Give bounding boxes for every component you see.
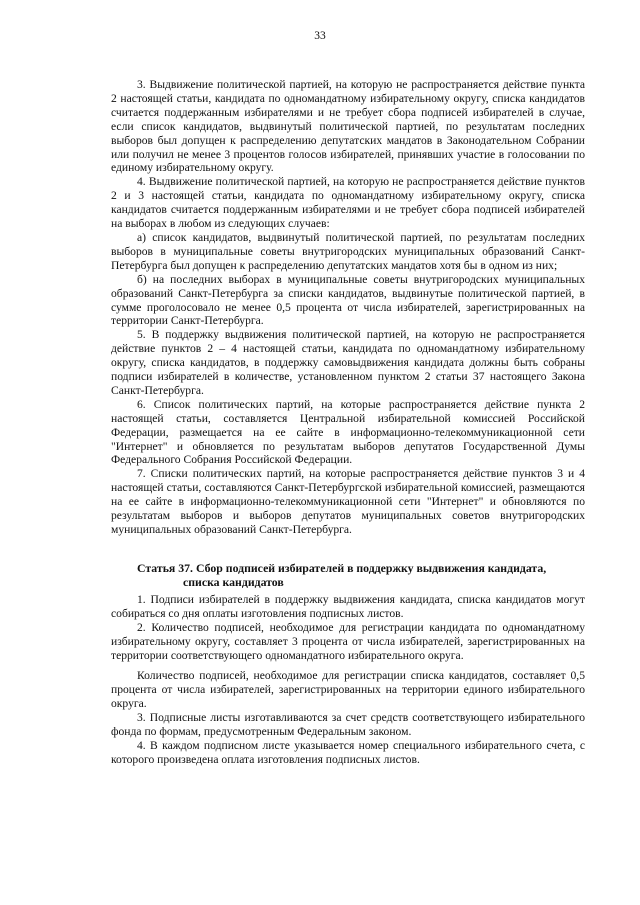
paragraph-point-5: 5. В поддержку выдвижения политической партией, на которую не распространяется действие пунктов 2 – 4 настоящей статьи, кандидата по одномандатному избирательному округу, списка кандидатов, в поддержку самовыдвижения кандидата должны быть собраны подписи избирателей в количестве, установленном пунктом 2 статьи 37 настоящего Закона Санкт-Петербурга.	[111, 328, 585, 397]
article-paragraph-1: 1. Подписи избирателей в поддержку выдвижения кандидата, списка кандидатов могут собираться со дня оплаты изготовления подписных листов.	[111, 592, 585, 620]
paragraph-point-3: 3. Выдвижение политической партией, на которую не распространяется действие пункта 2 настоящей статьи, кандидата по одномандатному избирательному округу, списка кандидатов считается поддержанным избирателями и не требует сбора подписей избирателей в случае, если список кандидатов, выдвинутый политической партией, по результатам последних выборов был допущен к распределению депутатских мандатов в Законодательном Собрании или получил не менее 3 процентов голосов избирателей, принявших участие в голосовании по единому избирательному округу.	[111, 78, 585, 175]
paragraph-subpoint-a: а) список кандидатов, выдвинутый политической партией, по результатам последних выборов в муниципальные советы внутригородских муниципальных образований Санкт-Петербурга был допущен к распределению депутатских мандатов хотя бы в одном из них;	[111, 230, 585, 272]
article-paragraph-4: 4. В каждом подписном листе указывается номер специального избирательного счета, с которого произведена оплата изготовления подписных листов.	[111, 738, 585, 766]
paragraph-gap	[111, 662, 585, 669]
article-paragraph-2: 2. Количество подписей, необходимое для регистрации кандидата по одномандатному избирательному округу, составляет 3 процента от числа избирателей, зарегистрированных на территории соответствующего одномандатного избирательного округа.	[111, 620, 585, 662]
article-heading-line-2: списка кандидатов	[183, 574, 284, 589]
paragraph-point-4: 4. Выдвижение политической партией, на которую не распространяется действие пунктов 2 и 3 настоящей статьи, кандидата по одномандатному избирательному округу, списка кандидатов считается поддержанным избирателями и не требует сбора подписей избирателей на выборах в любом из следующих случаев:	[111, 175, 585, 231]
paragraph-point-7: 7. Списки политических партий, на которые распространяется действие пунктов 3 и 4 настоящей статьи, составляются Санкт-Петербургской избирательной комиссией, размещаются на ее сайте в информационно-телекоммуникационной сети "Интернет" и обновляются по результатам выборов и выборов депутатов муниципальных советов внутригородских муниципальных образований Санкт-Петербурга.	[111, 467, 585, 536]
paragraph-subpoint-b: б) на последних выборах в муниципальные советы внутригородских муниципальных образований Санкт-Петербурга за списки кандидатов, выдвинутые политической партией, в сумме проголосовало не менее 0,5 процента от числа избирателей, зарегистрированных на территории Санкт-Петербурга.	[111, 272, 585, 328]
article-heading	[111, 561, 585, 589]
article-paragraph-3: 3. Подписные листы изготавливаются за счет средств соответствующего избирательного фонда по формам, предусмотренным Федеральным законом.	[111, 711, 585, 739]
document-body	[111, 78, 585, 767]
page-number: 33	[314, 30, 326, 42]
paragraph-point-6: 6. Список политических партий, на которые распространяется действие пункта 2 настоящей статьи, составляется Центральной избирательной комиссией Российской Федерации, размещается на ее сайте в информационно-телекоммуникационной сети "Интернет" и обновляется по результатам выборов депутатов Государственной Думы Федерального Собрания Российской Федерации.	[111, 397, 585, 467]
article-paragraph-2-continued: Количество подписей, необходимое для регистрации списка кандидатов, составляет 0,5 процента от числа избирателей, зарегистрированных на территории единого избирательного округа.	[111, 669, 585, 711]
article-heading-line-1: Статья 37. Сбор подписей избирателей в поддержку выдвижения кандидата,	[137, 560, 547, 575]
